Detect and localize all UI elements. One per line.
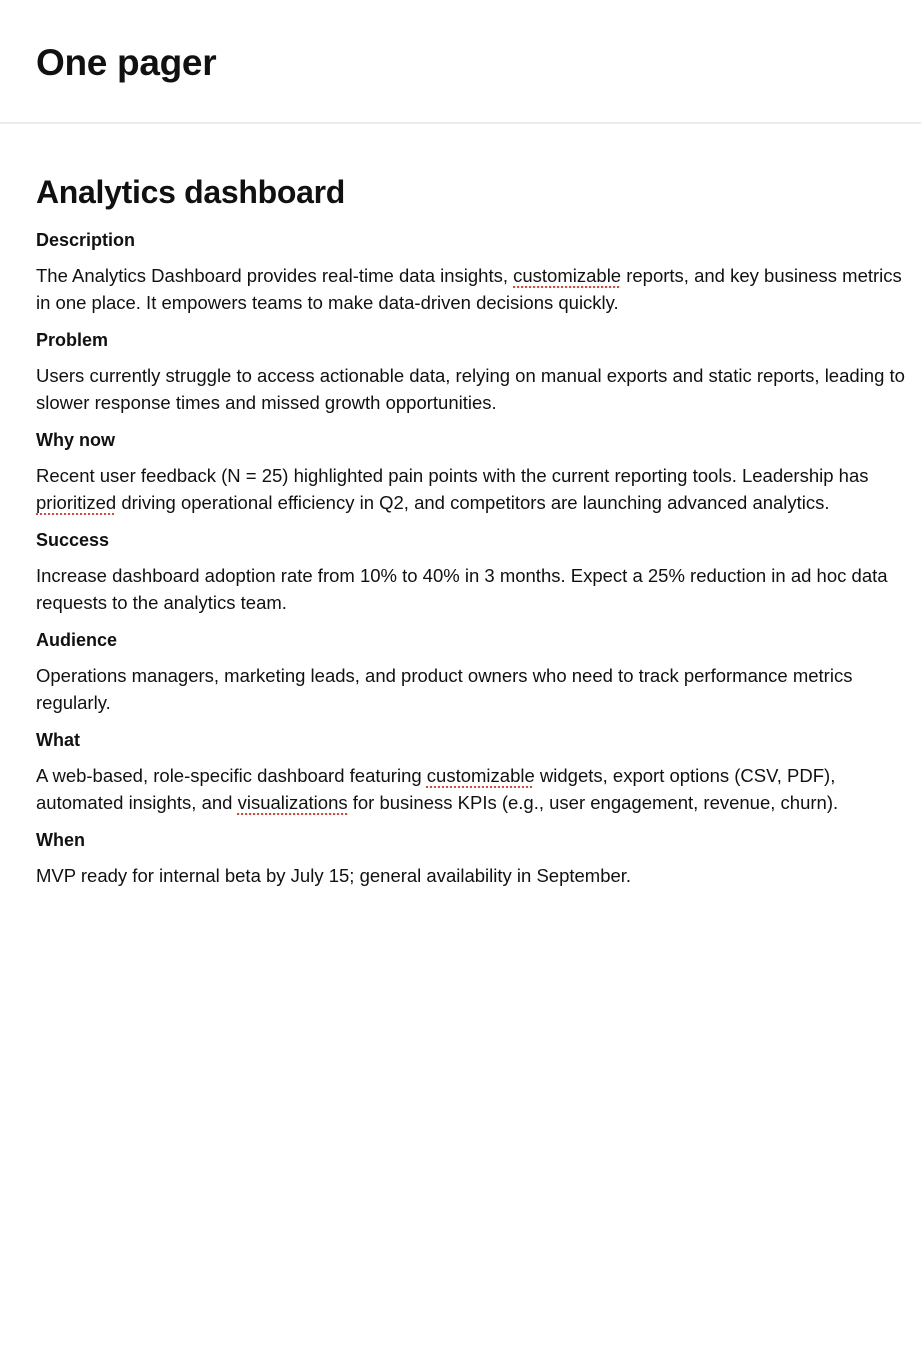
body-text: Operations managers, marketing leads, and product owners who need to track performance metrics regularly. xyxy=(36,665,853,713)
section-heading-why-now[interactable]: Why now xyxy=(36,430,115,450)
spellcheck-flagged-word[interactable]: customizable xyxy=(513,265,622,286)
section-heading-when[interactable]: When xyxy=(36,830,85,850)
section-body[interactable] xyxy=(36,262,906,316)
section-heading-what[interactable]: What xyxy=(36,730,80,750)
section-body[interactable] xyxy=(36,862,906,889)
section-body[interactable] xyxy=(36,662,906,716)
section-heading-problem[interactable]: Problem xyxy=(36,330,109,350)
section-heading-description[interactable]: Description xyxy=(36,230,136,250)
section-body[interactable] xyxy=(36,762,906,816)
body-text: The Analytics Dashboard provides real-time data insights, xyxy=(36,265,514,286)
body-text: MVP ready for internal beta by July 15; general availability in September. xyxy=(36,865,632,886)
document-title[interactable]: Analytics dashboard xyxy=(36,174,346,210)
page-header xyxy=(0,0,921,124)
spellcheck-flagged-word[interactable]: visualizations xyxy=(237,792,348,813)
section-body[interactable] xyxy=(36,362,906,416)
document-content[interactable] xyxy=(0,124,921,889)
spellcheck-flagged-word[interactable]: prioritized xyxy=(36,492,117,513)
body-text: reports, and key business metrics in one place. It empowers teams to make data-driven decisions quickly. xyxy=(36,265,902,313)
page-title: One pager xyxy=(36,42,217,83)
body-text: A web-based, role-specific dashboard featuring xyxy=(36,765,427,786)
section-body[interactable] xyxy=(36,462,906,516)
body-text: widgets, export options (CSV, PDF), automated insights, and xyxy=(36,765,836,813)
body-text: Recent user feedback (N = 25) highlighted pain points with the current reporting tools. Leadership has xyxy=(36,465,869,486)
body-text: Users currently struggle to access actionable data, relying on manual exports and static reports, leading to slower response times and missed growth opportunities. xyxy=(36,365,905,413)
section-body[interactable] xyxy=(36,562,906,616)
body-text: Increase dashboard adoption rate from 10% to 40% in 3 months. Expect a 25% reduction in ad hoc data requests to the analytics team. xyxy=(36,565,888,613)
section-heading-audience[interactable]: Audience xyxy=(36,630,118,650)
body-text: for business KPIs (e.g., user engagement, revenue, churn). xyxy=(347,792,839,813)
section-heading-success[interactable]: Success xyxy=(36,530,110,550)
spellcheck-flagged-word[interactable]: customizable xyxy=(426,765,535,786)
body-text: driving operational efficiency in Q2, and competitors are launching advanced analytics. xyxy=(116,492,830,513)
